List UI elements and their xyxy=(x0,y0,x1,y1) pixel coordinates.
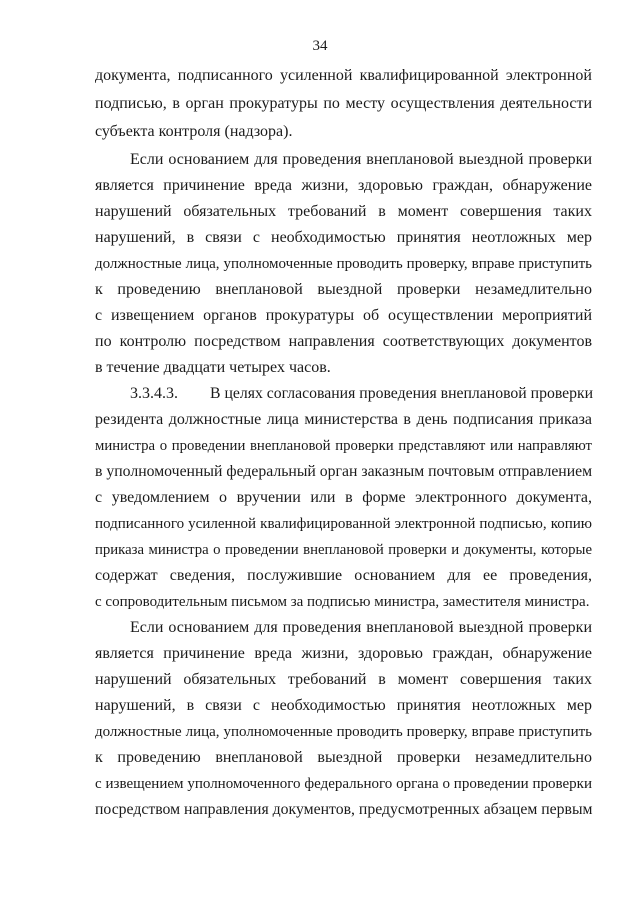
text-line: является причинение вреда жизни, здоровью граждан, обнаружение xyxy=(95,645,592,662)
paragraph-first-line: Если основанием для проведения внеплановой выездной проверки xyxy=(130,151,592,168)
text-line: подписью, в орган прокуратуры по месту осуществления деятельности xyxy=(95,95,592,112)
text-line: в течение двадцати четырех часов. xyxy=(95,359,331,376)
paragraph-first-line: Если основанием для проведения внеплановой выездной проверки xyxy=(130,619,592,636)
page-number: 34 xyxy=(312,38,328,54)
text-line: резидента должностные лица министерства в день подписания приказа xyxy=(95,411,592,428)
text-line: является причинение вреда жизни, здоровью граждан, обнаружение xyxy=(95,177,592,194)
text-line: с извещением органов прокуратуры об осуществлении мероприятий xyxy=(95,307,592,324)
clause-number: 3.3.4.3. xyxy=(130,385,178,402)
text-line: содержат сведения, послужившие основанием для ее проведения, xyxy=(95,567,592,584)
text-line: нарушений, в связи с необходимостью принятия неотложных мер xyxy=(95,697,592,714)
text-line: в уполномоченный федеральный орган заказным почтовым отправлением xyxy=(95,463,593,480)
text-line: нарушений обязательных требований в момент совершения таких xyxy=(95,203,592,220)
text-line: подписанного усиленной квалифицированной электронной подписью, копию xyxy=(95,516,592,532)
text-line: по контролю посредством направления соответствующих документов xyxy=(95,333,592,350)
text-line: должностные лица, уполномоченные проводить проверку, вправе приступить xyxy=(95,724,592,740)
text-line: приказа министра о проведении внеплановой проверки и документы, которые xyxy=(95,542,592,558)
text-line: документа, подписанного усиленной квалифицированной электронной xyxy=(95,67,592,84)
text-line: нарушений, в связи с необходимостью принятия неотложных мер xyxy=(95,229,592,246)
text-line: с сопроводительным письмом за подписью министра, заместителя министра. xyxy=(95,594,590,610)
text-line: с уведомлением о вручении или в форме электронного документа, xyxy=(95,489,592,506)
text-line: посредством направления документов, предусмотренных абзацем первым xyxy=(95,801,593,818)
text-line: к проведению внеплановой выездной проверки незамедлительно xyxy=(95,281,592,298)
text-line: к проведению внеплановой выездной проверки незамедлительно xyxy=(95,749,592,766)
text-line: с извещением уполномоченного федерального органа о проведении проверки xyxy=(95,776,592,792)
text-line: нарушений обязательных требований в момент совершения таких xyxy=(95,671,592,688)
text-line: субъекта контроля (надзора). xyxy=(95,123,293,140)
text-line: министра о проведении внеплановой проверки представляют или направляют xyxy=(95,438,592,454)
paragraph-first-line: В целях согласования проведения внеплановой проверки xyxy=(210,385,594,402)
text-line: должностные лица, уполномоченные проводить проверку, вправе приступить xyxy=(95,256,592,272)
